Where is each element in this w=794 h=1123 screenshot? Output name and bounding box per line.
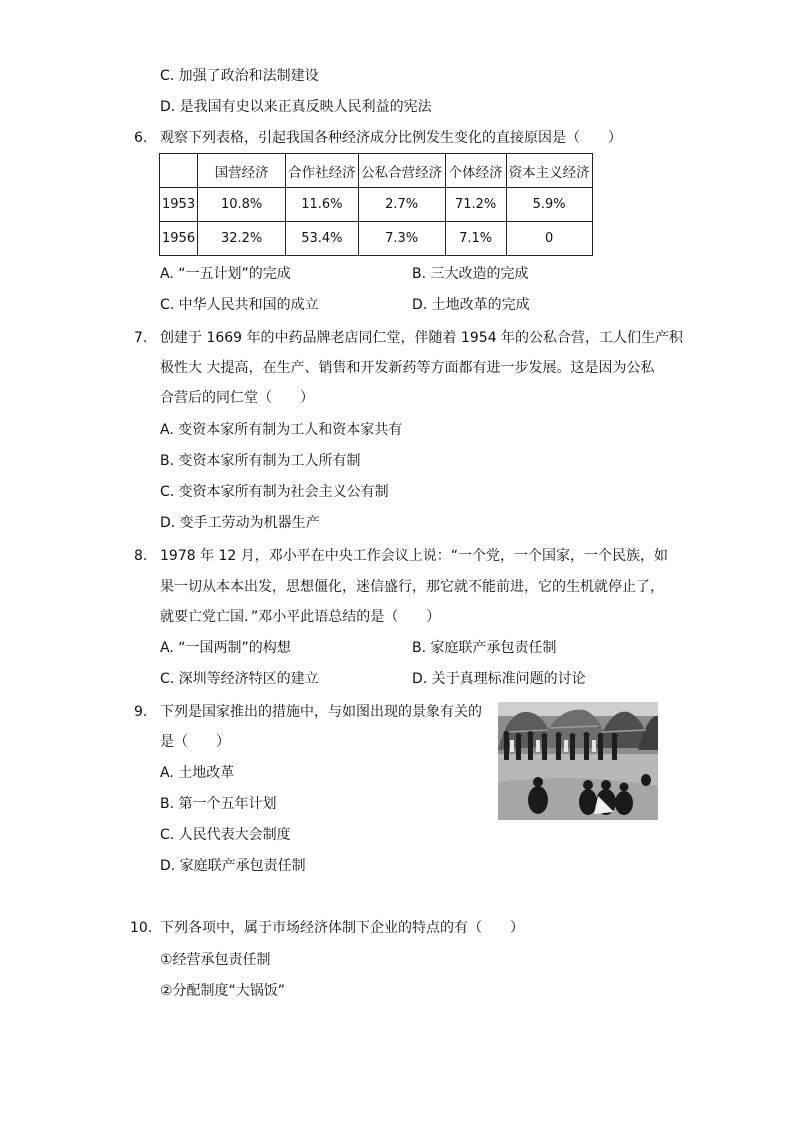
table-header-row (160, 154, 593, 188)
q9-option-d: D. 家庭联产承包责任制 (160, 858, 306, 874)
q6-option-a: A. “一五计划”的完成 (160, 266, 291, 282)
table-cell: 10.8% (198, 188, 286, 222)
q5-option-d: D. 是我国有史以来正真反映人民利益的宪法 (160, 99, 432, 115)
q6-option-d: D. 土地改革的完成 (412, 297, 530, 313)
q9-option-b: B. 第一个五年计划 (160, 796, 277, 812)
table-cell: 71.2% (445, 188, 506, 222)
table-cell: 0 (506, 222, 592, 256)
q8-stem-line-2: 果一切从本本出发，思想僵化，迷信盛行，那它就不能前进，它的生机就停止了， (160, 579, 664, 595)
q7-option-c: C. 变资本家所有制为社会主义公有制 (160, 484, 389, 500)
q7-stem-line-3: 合营后的同仁堂（ ） (160, 390, 314, 406)
economy-table (159, 153, 593, 256)
table-header-cell: 国营经济 (198, 154, 286, 188)
table-cell: 32.2% (198, 222, 286, 256)
q10-stem: 下列各项中，属于市场经济体制下企业的特点的有（ ） (160, 920, 524, 936)
q9-stem-line-2: 是（ ） (160, 734, 230, 750)
harvest-dance-photo (498, 702, 658, 820)
q8-option-d: D. 关于真理标准问题的讨论 (412, 671, 586, 687)
photo-illustration (498, 702, 658, 820)
q8-stem-line-1: 1978 年 12 月，邓小平在中央工作会议上说：“一个党，一个国家，一个民族，如 (160, 548, 669, 564)
q6-option-c: C. 中华人民共和国的成立 (160, 297, 319, 313)
table-cell: 11.6% (286, 188, 359, 222)
q7-option-a: A. 变资本家所有制为工人和资本家共有 (160, 422, 403, 438)
table-cell: 7.3% (358, 222, 445, 256)
q5-option-c: C. 加强了政治和法制建设 (160, 68, 319, 84)
table-cell: 53.4% (286, 222, 359, 256)
q6-number: 6. (134, 130, 148, 146)
q8-number: 8. (134, 548, 148, 564)
table-cell: 7.1% (445, 222, 506, 256)
q7-number: 7. (134, 330, 148, 346)
table-header-cell (160, 154, 198, 188)
table-header-cell: 个体经济 (445, 154, 506, 188)
q10-item-1: ①经营承包责任制 (160, 952, 271, 968)
q6-option-b: B. 三大改造的完成 (412, 266, 529, 282)
q7-stem-line-2: 极性大 大提高，在生产、销售和开发新药等方面都有进一步发展。这是因为公私 (160, 360, 655, 376)
q8-option-c: C. 深圳等经济特区的建立 (160, 671, 319, 687)
table-header-cell: 资本主义经济 (506, 154, 592, 188)
q8-option-a: A. “一国两制”的构想 (160, 640, 291, 656)
table-header-cell: 合作社经济 (286, 154, 359, 188)
table-header-cell: 公私合营经济 (358, 154, 445, 188)
table-row (160, 188, 593, 222)
q8-stem-line-3: 就要亡党亡国．”邓小平此语总结的是（ ） (160, 609, 441, 625)
q6-stem: 观察下列表格，引起我国各种经济成分比例发生变化的直接原因是（ ） (160, 130, 622, 146)
q9-number: 9. (134, 704, 148, 720)
q10-item-2: ②分配制度“大锅饭” (160, 983, 286, 999)
table-cell: 1953 (160, 188, 198, 222)
q9-option-a: A. 土地改革 (160, 765, 235, 781)
q9-option-c: C. 人民代表大会制度 (160, 827, 291, 843)
table-cell: 2.7% (358, 188, 445, 222)
q9-stem-line-1: 下列是国家推出的措施中，与如图出现的景象有关的 (160, 704, 482, 720)
table-cell: 1956 (160, 222, 198, 256)
table-cell: 5.9% (506, 188, 592, 222)
q8-option-b: B. 家庭联产承包责任制 (412, 640, 557, 656)
q10-number: 10. (130, 920, 153, 936)
q7-option-b: B. 变资本家所有制为工人所有制 (160, 453, 361, 469)
q7-option-d: D. 变手工劳动为机器生产 (160, 515, 320, 531)
table-row (160, 222, 593, 256)
q7-stem-line-1: 创建于 1669 年的中药品牌老店同仁堂，伴随着 1954 年的公私合营，工人们生产积 (160, 330, 684, 346)
